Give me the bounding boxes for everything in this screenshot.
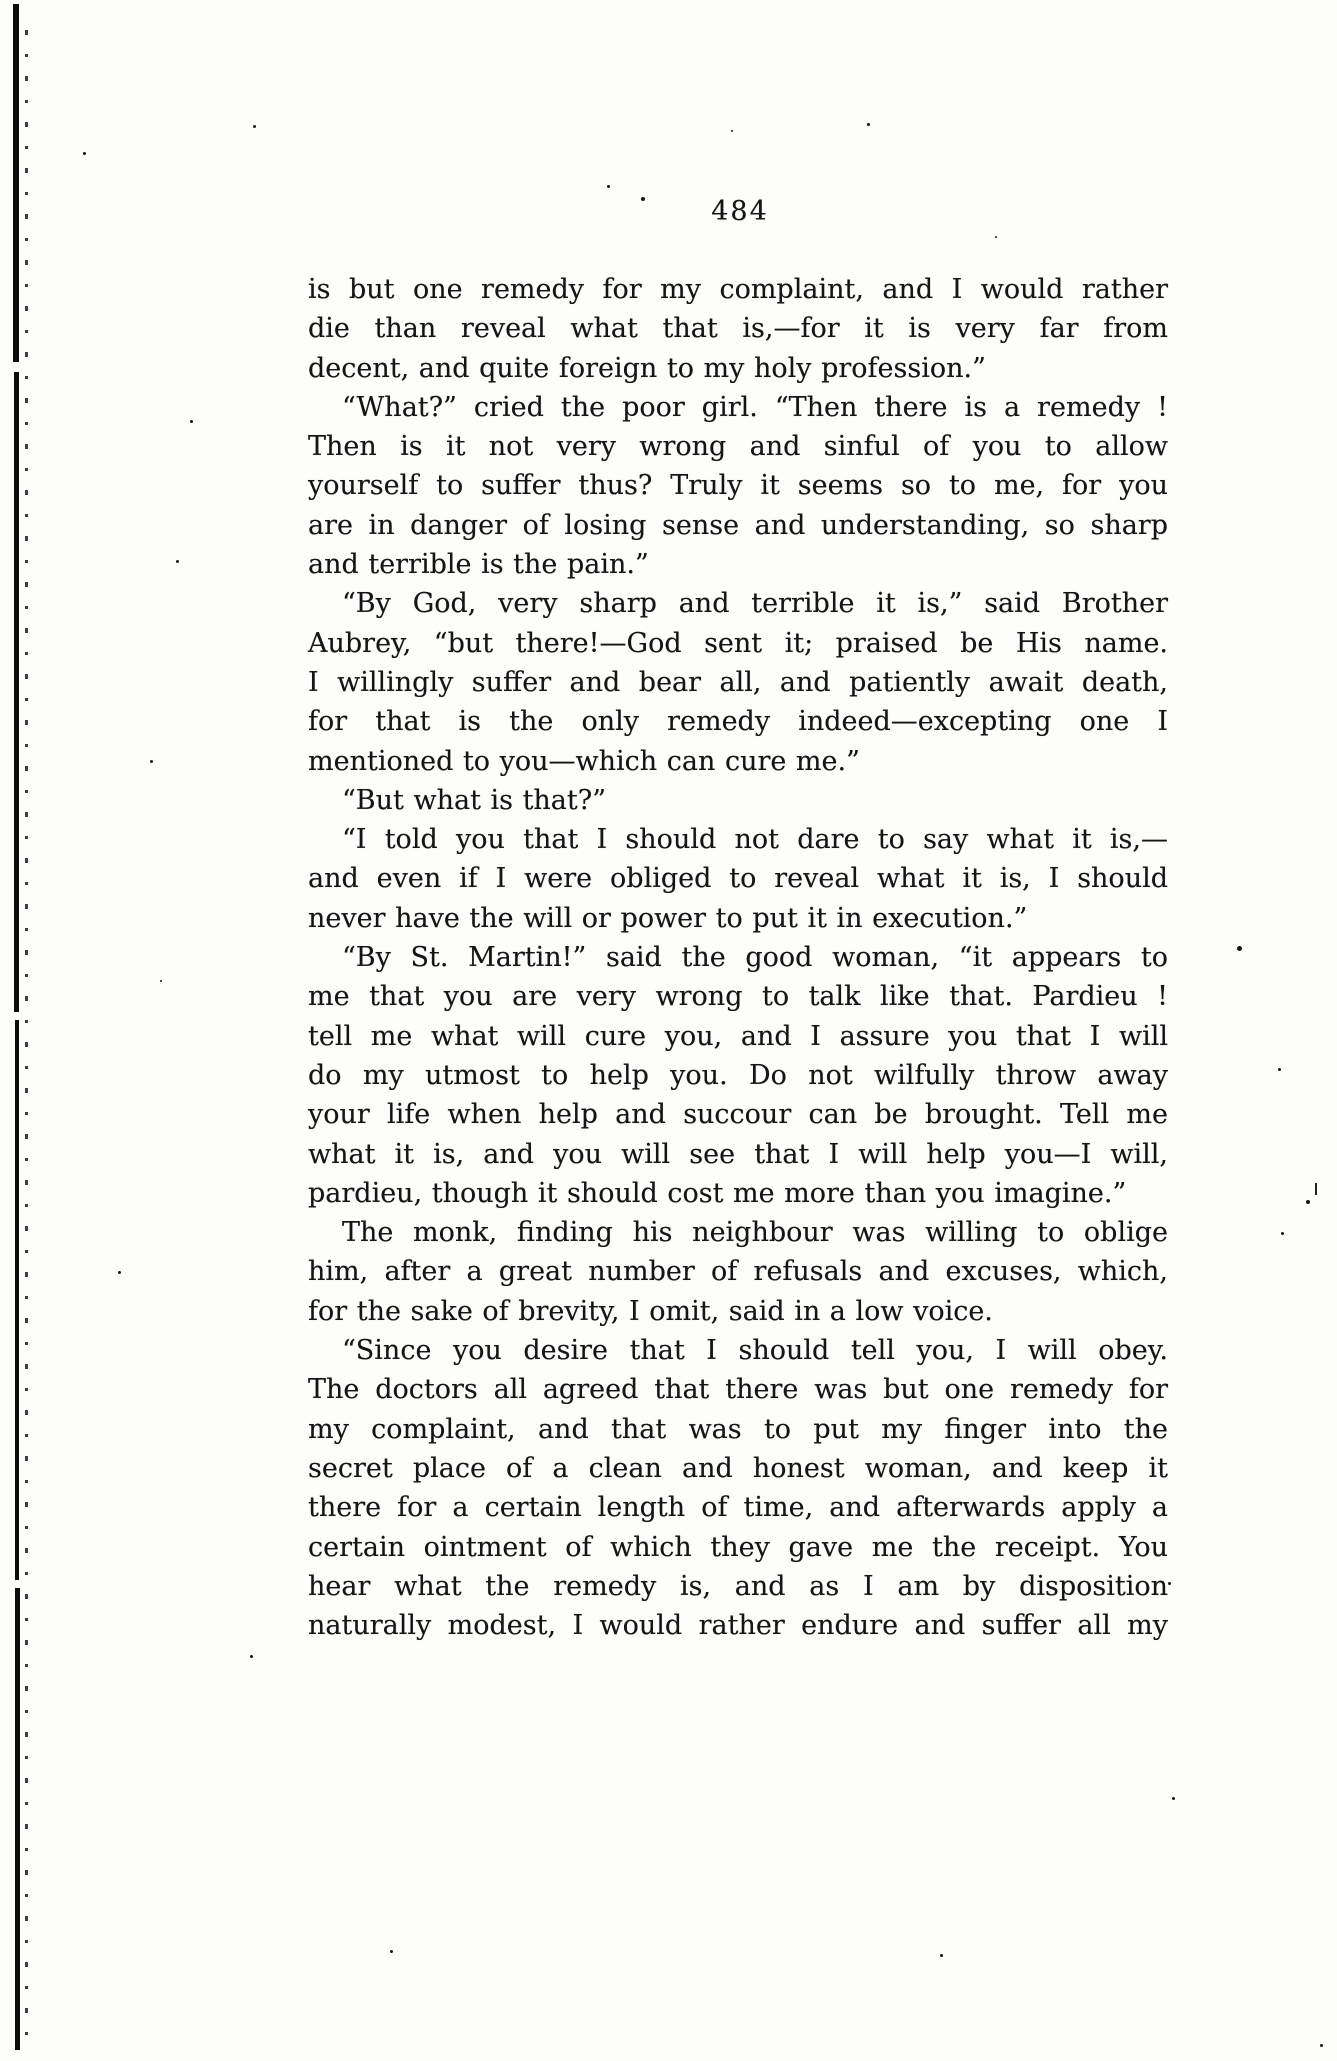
text-line: and even if I were obliged to reveal what it is, I should (308, 863, 1168, 895)
noise-speck (1168, 1582, 1171, 1585)
text-line: my complaint, and that was to put my finger into the (308, 1413, 1168, 1445)
text-line: for that is the only remedy indeed—excepting one I (308, 706, 1168, 738)
text-line: “By God, very sharp and terrible it is,” said Brother (342, 588, 1168, 620)
edge-line-gap (12, 1580, 21, 1586)
text-line: your life when help and succour can be brought. Tell me (308, 1099, 1168, 1131)
text-line: mentioned to you—which can cure me.” (308, 745, 860, 777)
edge-line-gap (12, 1012, 21, 1018)
text-line: die than reveal what that is,—for it is very far from (308, 313, 1168, 345)
edge-line-segment (13, 4, 19, 364)
edge-line-segment (15, 1020, 19, 1580)
page-number: 484 (711, 196, 769, 227)
noise-speck (1237, 946, 1242, 951)
edge-line-segment (15, 1588, 20, 2050)
text-line: never have the will or power to put it in execution.” (308, 902, 1028, 934)
noise-speck (150, 760, 153, 763)
noise-speck (250, 1655, 253, 1658)
text-line: The doctors all agreed that there was but one remedy for (308, 1374, 1168, 1406)
noise-speck (83, 152, 86, 155)
right-margin-tick (1315, 1183, 1317, 1195)
noise-speck (1278, 1068, 1281, 1071)
text-line: certain ointment of which they gave me the receipt. You (308, 1531, 1168, 1563)
text-block (308, 270, 1168, 1645)
text-line: naturally modest, I would rather endure and suffer all my (308, 1610, 1168, 1642)
noise-speck (867, 123, 870, 126)
noise-speck (190, 420, 193, 423)
noise-speck (390, 1950, 393, 1953)
noise-speck (160, 980, 162, 982)
noise-speck (1320, 2044, 1323, 2047)
text-line: secret place of a clean and honest woman, and keep it (308, 1452, 1168, 1484)
text-line: “But what is that?” (342, 784, 607, 816)
text-line: him, after a great number of refusals and excuses, which, (308, 1256, 1168, 1288)
text-line: for the sake of brevity, I omit, said in a low voice. (308, 1295, 993, 1327)
text-line: tell me what will cure you, and I assure you that I will (308, 1020, 1168, 1052)
edge-line-gap (12, 362, 21, 370)
text-line: pardieu, though it should cost me more than you imagine.” (308, 1177, 1127, 1209)
noise-speck (253, 125, 256, 128)
text-line: yourself to suffer thus? Truly it seems so to me, for you (308, 470, 1168, 502)
text-line: decent, and quite foreign to my holy profession.” (308, 352, 986, 384)
text-line: and terrible is the pain.” (308, 549, 649, 581)
text-line: The monk, finding his neighbour was willing to oblige (342, 1217, 1168, 1249)
text-line: I willingly suffer and bear all, and patiently await death, (308, 666, 1168, 698)
text-line: me that you are very wrong to talk like that. Pardieu ! (308, 981, 1168, 1013)
edge-dotted-line (25, 30, 28, 2040)
text-line: is but one remedy for my complaint, and I would rather (308, 274, 1168, 305)
text-line: “What?” cried the poor girl. “Then there is a remedy ! (342, 391, 1168, 423)
text-line: “Since you desire that I should tell you, I will obey. (342, 1335, 1168, 1367)
noise-speck (940, 1954, 943, 1957)
text-line: there for a certain length of time, and afterwards apply a (308, 1492, 1168, 1524)
noise-speck (1172, 1797, 1175, 1800)
noise-speck (1306, 1200, 1310, 1204)
text-line: “I told you that I should not dare to say what it is,— (342, 824, 1168, 856)
noise-speck (995, 236, 997, 238)
noise-speck (1281, 1232, 1284, 1235)
noise-speck (641, 197, 645, 201)
text-line: “By St. Martin!” said the good woman, “it appears to (342, 942, 1168, 974)
text-line: Then is it not very wrong and sinful of you to allow (308, 431, 1168, 463)
text-line: do my utmost to help you. Do not wilfully throw away (308, 1059, 1168, 1091)
noise-speck (176, 560, 179, 563)
text-line: hear what the remedy is, and as I am by disposition (308, 1570, 1168, 1602)
text-line: Aubrey, “but there!—God sent it; praised be His name. (308, 627, 1168, 659)
noise-speck (118, 1271, 121, 1274)
edge-line-segment (14, 372, 19, 1012)
text-line: what it is, and you will see that I will help you—I will, (308, 1138, 1168, 1170)
noise-speck (607, 185, 610, 188)
noise-speck (731, 130, 733, 132)
text-line: are in danger of losing sense and understanding, so sharp (308, 509, 1168, 541)
